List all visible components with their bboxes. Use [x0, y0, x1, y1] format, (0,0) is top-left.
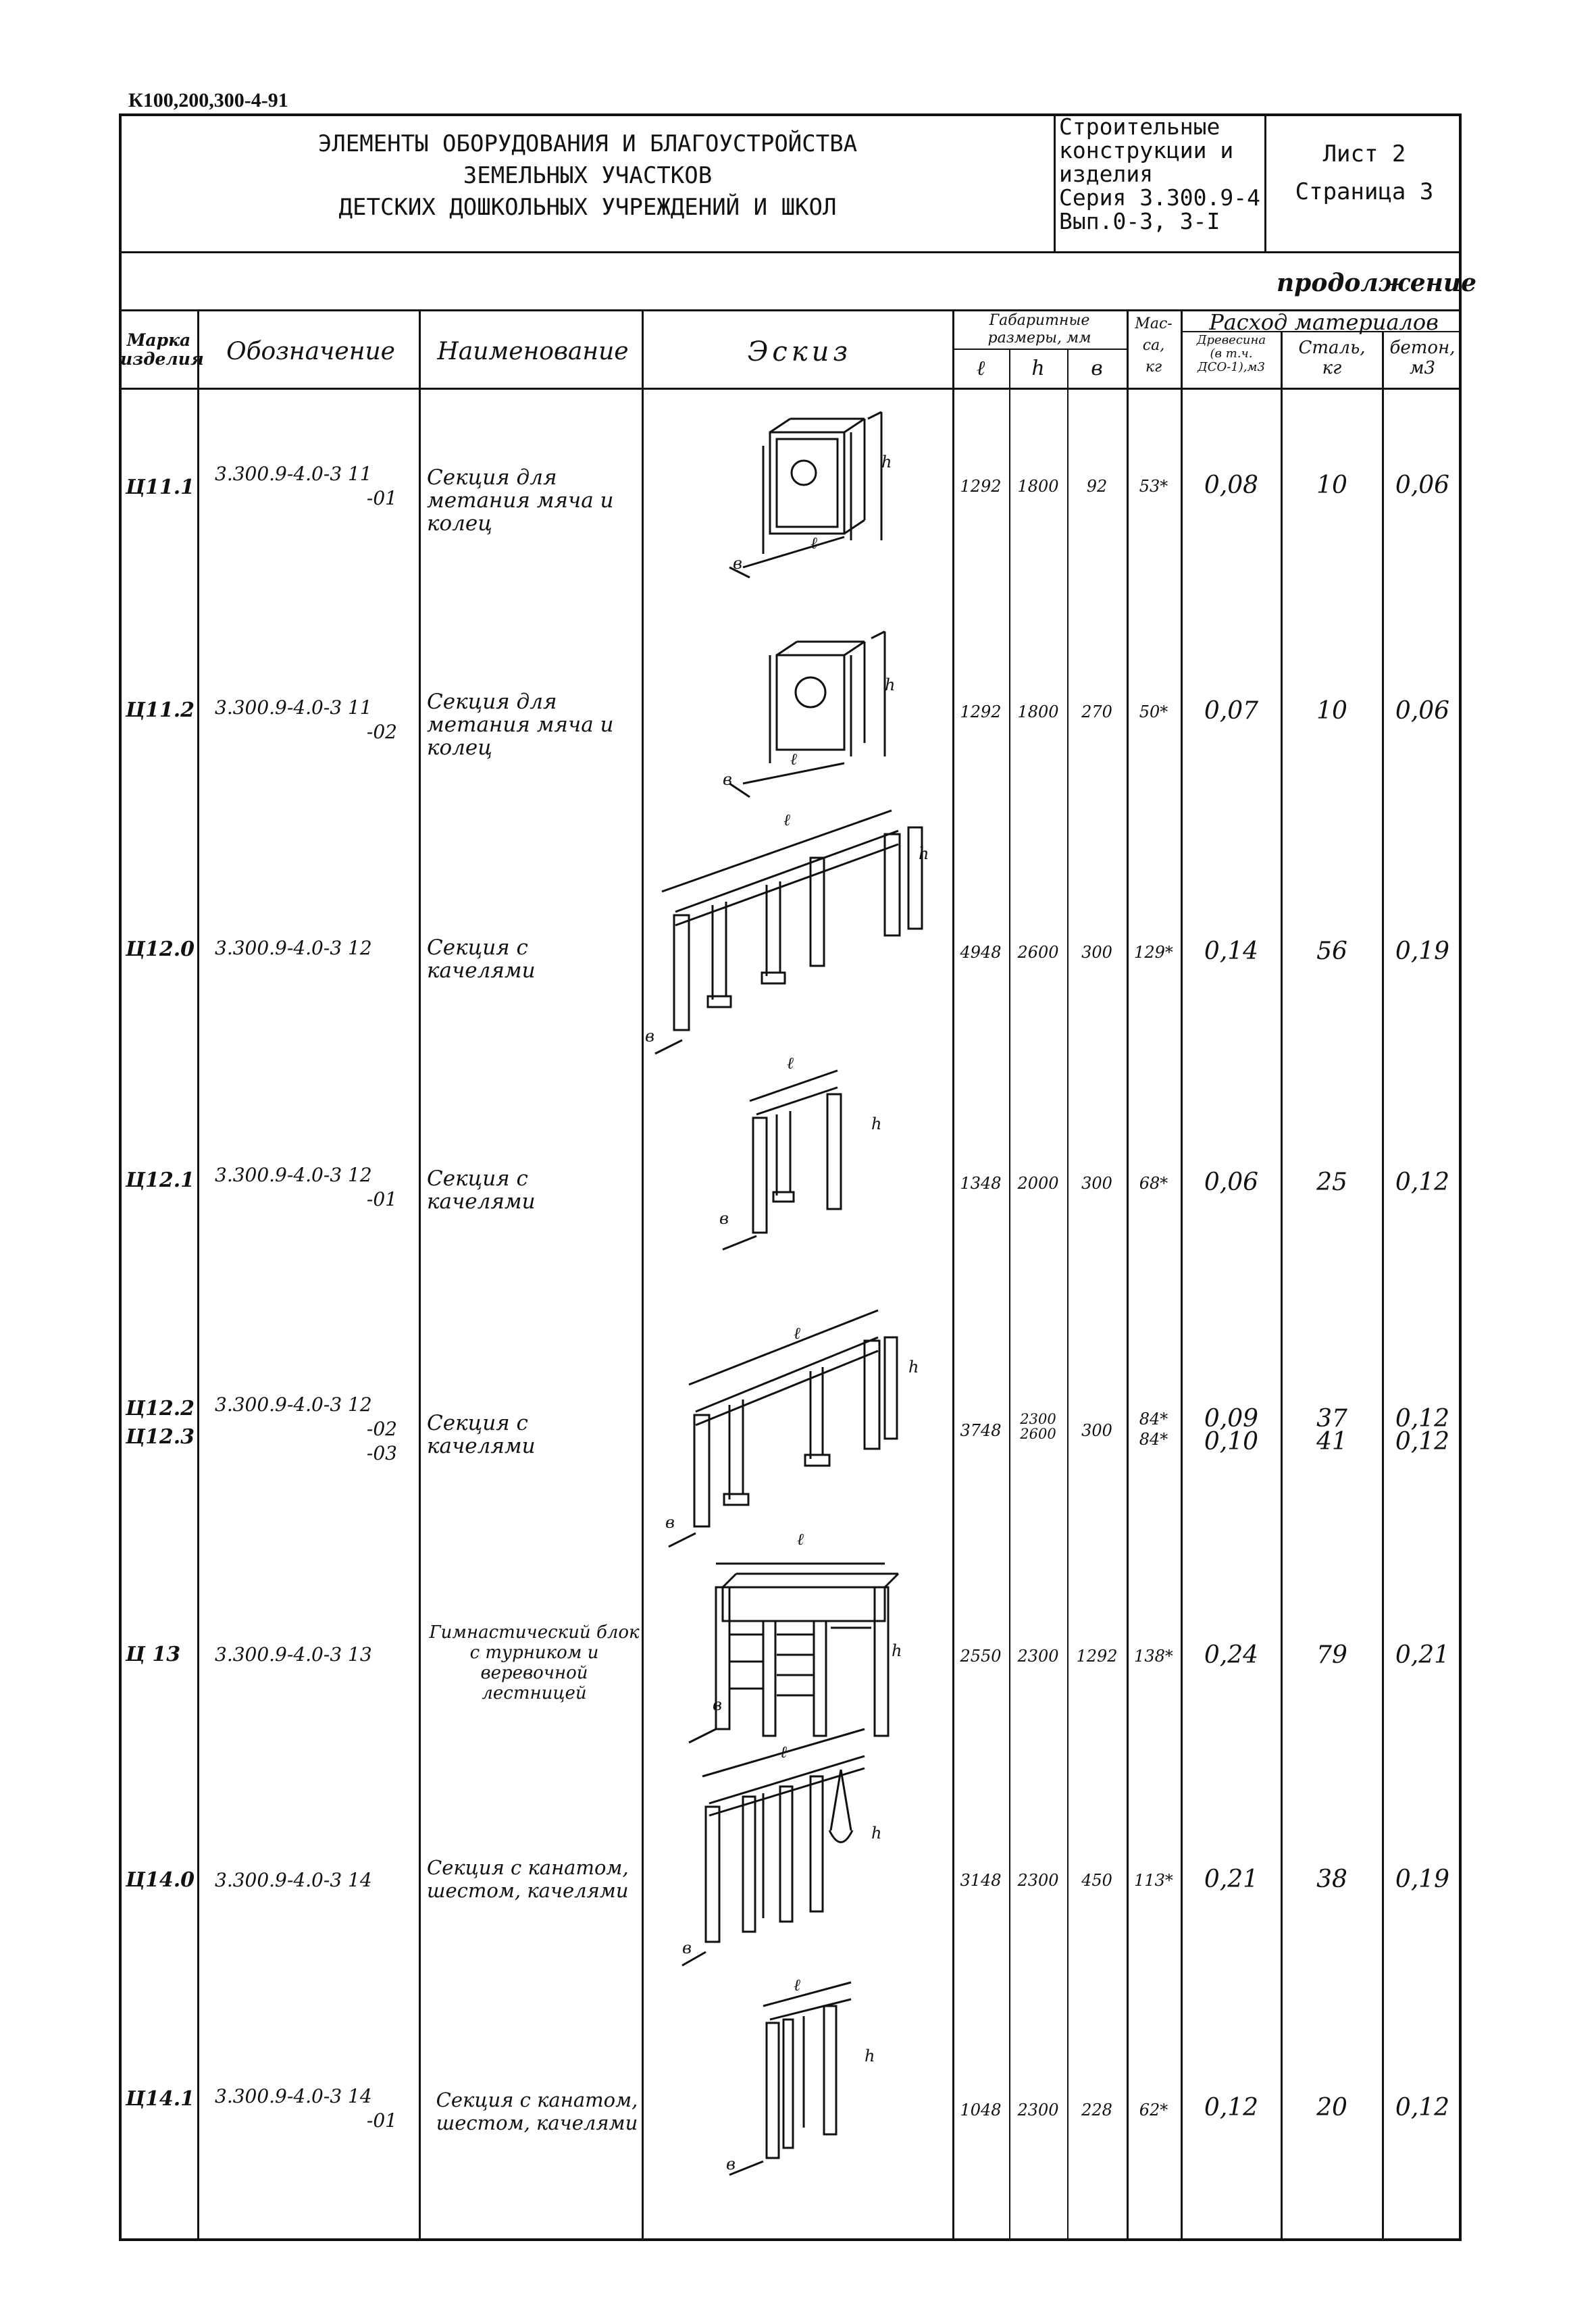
row-8-wood: 0,12 [1204, 2094, 1259, 2122]
row-6-h: 2300 [1017, 1647, 1059, 1666]
row-2-designation [215, 696, 397, 744]
header-sketch: Эскиз [747, 336, 852, 367]
row-1-wood: 0,08 [1204, 471, 1259, 499]
row-1-b: 92 [1086, 477, 1108, 496]
row-5-concrete-value-1: 0,12 [1395, 1405, 1450, 1433]
row-7-sketch-l-label: ℓ [780, 1743, 787, 1762]
row-6-name: Гимнастический блок с турником и веревочной лестницей [429, 1622, 640, 1703]
row-5-sketch-l-label: ℓ [794, 1324, 800, 1343]
row-2-mass: 50* [1139, 702, 1168, 721]
col-line-l [1009, 349, 1010, 2241]
row-2-mark: Ц11.2 [126, 698, 195, 722]
row-5-designation-suffix-1: -02 [366, 1418, 397, 1440]
row-6-sketch-roof [723, 1587, 885, 1621]
header-concrete-line-1: бетон, [1389, 338, 1456, 358]
row-7-b: 450 [1081, 1871, 1112, 1890]
row-2-designation-main: 3.300.9-4.0-3 11 [215, 696, 372, 719]
row-5-mass-value-1: 84* [1139, 1410, 1168, 1429]
col-line-h [1067, 349, 1069, 2241]
row-7-sketch-swing-seat [829, 1830, 852, 1843]
row-7-sketch-b-label: в [682, 1938, 692, 1957]
continuation-label: продолжение [1277, 269, 1476, 297]
row-7-sketch-post-4 [810, 1776, 823, 1911]
sheet-number: Лист 2 [1322, 140, 1406, 168]
row-1-l: 1292 [960, 477, 1002, 496]
header-mark [120, 330, 204, 369]
row-1-concrete: 0,06 [1395, 471, 1450, 499]
header-mass-line-3: кг [1145, 359, 1162, 376]
col-line-b [1127, 309, 1129, 2241]
row-7-mass: 113* [1134, 1871, 1173, 1890]
header-mass [1127, 313, 1181, 378]
row-5-mark-2: Ц12.3 [126, 1425, 195, 1449]
series-line-5: Вып.0-3, 3-I [1059, 208, 1220, 234]
row-6-designation-main: 3.300.9-4.0-3 13 [215, 1643, 372, 1666]
row-5-concrete-value-2: 0,12 [1395, 1428, 1450, 1456]
row-4-sketch-beam [756, 1087, 838, 1114]
row-5-h [1009, 1412, 1067, 1441]
row-3-sketch-seat-2 [762, 973, 785, 983]
row-5-sketch-seat-1 [724, 1494, 748, 1505]
row-7-concrete: 0,19 [1395, 1866, 1450, 1893]
row-3-sketch-seat-1 [708, 996, 731, 1007]
row-5-mark: Ц12.2 [126, 1397, 195, 1420]
series-info [1059, 115, 1262, 233]
row-8-b: 228 [1081, 2101, 1112, 2119]
row-3-concrete: 0,19 [1395, 937, 1450, 965]
row-4-concrete: 0,12 [1395, 1168, 1450, 1196]
row-3-steel: 56 [1316, 937, 1347, 965]
col-line-mark [197, 309, 199, 2241]
row-6-concrete: 0,21 [1395, 1641, 1450, 1669]
row-5-wood [1182, 1405, 1281, 1456]
col-line-designation [419, 309, 421, 2241]
row-4-mass: 68* [1139, 1174, 1168, 1193]
col-line-mass [1181, 309, 1183, 2241]
row-3-sketch-b-label: в [645, 1027, 654, 1046]
row-8-designation [215, 2084, 397, 2133]
row-5-sketch-seat-2 [805, 1455, 829, 1466]
row-5-l: 3748 [960, 1421, 1002, 1440]
row-1-sketch-h-label: h [881, 453, 892, 471]
row-2-designation-suffix: -02 [366, 721, 397, 743]
row-1-sketch-board [770, 432, 844, 534]
row-6-steel: 79 [1316, 1641, 1347, 1669]
row-4-mark: Ц12.1 [126, 1168, 195, 1192]
row-7-steel: 38 [1316, 1866, 1347, 1893]
row-8-steel: 20 [1316, 2094, 1347, 2122]
row-2-h: 1800 [1017, 702, 1059, 721]
row-1-sketch-board-inner [777, 439, 838, 527]
title-block-vline-1 [1054, 113, 1056, 251]
row-7-l: 3148 [960, 1871, 1002, 1890]
row-8-sketch-b-label: в [726, 2155, 736, 2174]
row-6-b: 1292 [1076, 1647, 1118, 1666]
row-3-mass: 129* [1134, 943, 1173, 962]
row-7-designation-main: 3.300.9-4.0-3 14 [215, 1869, 372, 1891]
row-2-sketch-board [777, 655, 844, 750]
row-1-sketch-b-label: в [733, 554, 742, 573]
row-2-steel: 10 [1316, 697, 1347, 725]
row-6-mark: Ц 13 [126, 1643, 181, 1666]
row-4-h: 2000 [1017, 1174, 1059, 1193]
row-1-designation [215, 462, 397, 511]
header-concrete-line-2: м3 [1409, 358, 1436, 378]
header-wood-line-3: ДСО-1),м3 [1198, 360, 1265, 374]
header-mass-line-2: са, [1142, 337, 1165, 354]
col-line-wood [1281, 331, 1283, 2241]
row-3-b: 300 [1081, 943, 1112, 962]
row-5-sketch-post-left [694, 1415, 709, 1526]
row-1-steel: 10 [1316, 471, 1347, 499]
row-5-sketch-beam [696, 1337, 878, 1412]
row-8-name: Секция с канатом, шестом, качелями [436, 2088, 638, 2134]
row-5-h-value-2: 2600 [1020, 1426, 1056, 1442]
row-8-sketch-l-label: ℓ [794, 1976, 800, 1995]
title-block-vline-2 [1264, 113, 1266, 251]
row-1-mass: 53* [1139, 477, 1168, 496]
col-line-name [642, 309, 644, 2241]
row-7-sketch-post-1 [706, 1807, 719, 1942]
series-line-2: конструкции и [1059, 137, 1234, 163]
row-6-mass: 138* [1134, 1647, 1173, 1666]
row-6-sketch-l-label: ℓ [797, 1530, 804, 1549]
row-7-sketch-h-label: h [871, 1824, 882, 1843]
row-8-sketch-post-left [767, 2023, 779, 2158]
row-6-wood: 0,24 [1204, 1641, 1259, 1669]
row-1-sketch-l-label: ℓ [810, 534, 817, 552]
document-title [135, 128, 1040, 224]
row-7-name: Секция с канатом, шестом, качелями [427, 1856, 629, 1902]
title-line-3: ДЕТСКИХ ДОШКОЛЬНЫХ УЧРЕЖДЕНИЙ И ШКОЛ [338, 194, 837, 221]
col-line-steel [1382, 331, 1384, 2241]
row-5-sketch-b-label: в [665, 1513, 675, 1532]
row-5-name: Секция с качелями [427, 1411, 536, 1458]
title-block-divider [119, 251, 1462, 253]
row-6-sketch-gym [669, 1547, 946, 1749]
row-4-sketch-h-label: h [871, 1114, 882, 1133]
row-3-sketch-l-label: ℓ [783, 811, 790, 829]
row-4-sketch-swing-short [702, 1060, 905, 1256]
series-line-3: изделия [1059, 161, 1154, 187]
row-5-h-value-1: 2300 [1020, 1411, 1056, 1427]
row-3-sketch-post-left [674, 915, 689, 1030]
row-8-sketch-beam [770, 1999, 851, 2020]
series-line-4: Серия 3.300.9-4 [1059, 184, 1261, 211]
row-1-name: Секция для метания мяча и колец [427, 465, 614, 536]
row-2-b: 270 [1081, 702, 1112, 721]
row-2-l: 1292 [960, 702, 1002, 721]
row-8-sketch-rope-short [716, 1979, 905, 2182]
row-8-sketch-post-right [824, 2006, 836, 2134]
row-8-designation-main: 3.300.9-4.0-3 14 [215, 2085, 372, 2107]
row-4-sketch-post-left [753, 1118, 767, 1233]
row-7-sketch-beam [709, 1756, 865, 1803]
row-3-l: 4948 [960, 943, 1002, 962]
row-1-h: 1800 [1017, 477, 1059, 496]
header-name: Наименование [437, 338, 629, 365]
row-2-concrete: 0,06 [1395, 697, 1450, 725]
table-header-bottom-line [119, 388, 1462, 390]
row-3-sketch-h-label: h [919, 844, 929, 863]
row-6-sketch-post-4 [875, 1587, 888, 1736]
row-2-sketch-target [796, 677, 825, 707]
series-line-1: Строительные [1059, 113, 1220, 140]
row-8-concrete: 0,12 [1395, 2094, 1450, 2122]
row-3-h: 2600 [1017, 943, 1059, 962]
row-1-sketch-target [792, 461, 816, 485]
row-2-sketch-l-label: ℓ [790, 750, 797, 769]
row-4-name: Секция с качелями [427, 1166, 536, 1214]
row-1-designation-main: 3.300.9-4.0-3 11 [215, 463, 372, 485]
row-8-mass: 62* [1139, 2101, 1168, 2119]
col-line-sketch [952, 309, 954, 2241]
header-h: h [1031, 357, 1045, 380]
row-4-designation-suffix: -01 [366, 1188, 397, 1210]
header-materials: Расход материалов [1209, 309, 1439, 335]
row-5-steel-value-1: 37 [1316, 1405, 1347, 1433]
row-8-l: 1048 [960, 2101, 1002, 2119]
header-dims-line-2: размеры, мм [987, 330, 1091, 346]
row-7-mark: Ц14.0 [126, 1868, 195, 1892]
header-steel-line-1: Сталь, [1298, 338, 1366, 358]
row-2-wood: 0,07 [1204, 697, 1259, 725]
row-5-b: 300 [1081, 1421, 1112, 1440]
row-4-l: 1348 [960, 1174, 1002, 1193]
row-2-name: Секция для метания мяча и колец [427, 690, 614, 760]
header-mark-line-2: изделия [120, 349, 204, 369]
header-mark-line-1: Марка [126, 330, 191, 350]
row-4-designation-main: 3.300.9-4.0-3 12 [215, 1164, 372, 1186]
row-1-mark: Ц11.1 [126, 475, 195, 499]
header-mass-line-1: Мас- [1135, 315, 1173, 332]
row-5-sketch-swing-mid [648, 1283, 932, 1553]
row-3-name: Секция с качелями [427, 935, 536, 983]
row-4-sketch-l-label: ℓ [787, 1054, 794, 1073]
page-number: Страница 3 [1295, 178, 1434, 205]
row-3-sketch-beam [675, 831, 898, 912]
header-wood-line-1: Древесина [1196, 333, 1266, 347]
row-4-steel: 25 [1316, 1168, 1347, 1196]
row-4-designation [215, 1163, 397, 1212]
row-5-designation [215, 1393, 397, 1466]
row-5-steel [1282, 1405, 1382, 1456]
row-2-sketch-h-label: h [885, 675, 896, 694]
row-3-sketch-swing-long [648, 770, 946, 1067]
header-steel-line-2: кг [1322, 358, 1342, 378]
dims-subheader-line [952, 349, 1127, 350]
row-5-designation-main: 3.300.9-4.0-3 12 [215, 1393, 372, 1416]
row-6-sketch-h-label: h [892, 1641, 902, 1660]
row-6-designation [215, 1643, 397, 1667]
header-l: ℓ [976, 357, 985, 380]
row-5-steel-value-2: 41 [1316, 1428, 1347, 1456]
row-5-sketch-post-right [865, 1341, 879, 1449]
row-6-l: 2550 [960, 1647, 1002, 1666]
header-dims-line-1: Габаритные [989, 312, 1090, 329]
header-concrete [1383, 338, 1462, 378]
row-3-wood: 0,14 [1204, 937, 1259, 965]
row-6-sketch-b-label: в [713, 1695, 722, 1714]
header-b: в [1091, 357, 1103, 380]
row-4-wood: 0,06 [1204, 1168, 1259, 1196]
title-line-2: ЗЕМЕЛЬНЫХ УЧАСТКОВ [463, 162, 713, 189]
row-7-designation [215, 1868, 397, 1893]
document-code: К100,200,300-4-91 [128, 89, 288, 111]
row-5-sketch-h-label: h [908, 1358, 919, 1377]
row-7-sketch-rope-long [669, 1729, 912, 1972]
row-3-mark: Ц12.0 [126, 937, 195, 961]
row-5-wood-value-2: 0,10 [1204, 1428, 1259, 1456]
header-wood [1182, 334, 1281, 374]
row-5-mass-value-2: 84* [1139, 1430, 1168, 1449]
row-3-designation [215, 936, 397, 960]
row-7-wood: 0,21 [1204, 1866, 1259, 1893]
row-3-designation-main: 3.300.9-4.0-3 12 [215, 937, 372, 959]
sheet-info [1267, 135, 1462, 211]
title-line-1: ЭЛЕМЕНТЫ ОБОРУДОВАНИЯ И БЛАГОУСТРОЙСТВА [317, 130, 858, 157]
header-designation: Обозначение [226, 338, 395, 365]
row-8-sketch-h-label: h [865, 2047, 875, 2065]
row-5-wood-value-1: 0,09 [1204, 1405, 1259, 1433]
row-8-h: 2300 [1017, 2101, 1059, 2119]
row-1-designation-suffix: -01 [366, 487, 397, 509]
header-dims [952, 312, 1127, 347]
header-steel [1282, 338, 1382, 378]
row-5-designation-suffix-2: -03 [366, 1442, 397, 1464]
row-4-b: 300 [1081, 1174, 1112, 1193]
row-8-mark: Ц14.1 [126, 2087, 195, 2111]
row-4-sketch-b-label: в [719, 1209, 729, 1228]
row-2-sketch-b-label: в [723, 770, 732, 789]
row-7-h: 2300 [1017, 1871, 1059, 1890]
row-8-designation-suffix: -01 [366, 2109, 397, 2132]
row-5-mass [1127, 1409, 1181, 1449]
header-wood-line-2: (в т.ч. [1210, 346, 1253, 361]
row-5-concrete [1383, 1405, 1462, 1456]
row-4-sketch-post-right [827, 1094, 841, 1209]
